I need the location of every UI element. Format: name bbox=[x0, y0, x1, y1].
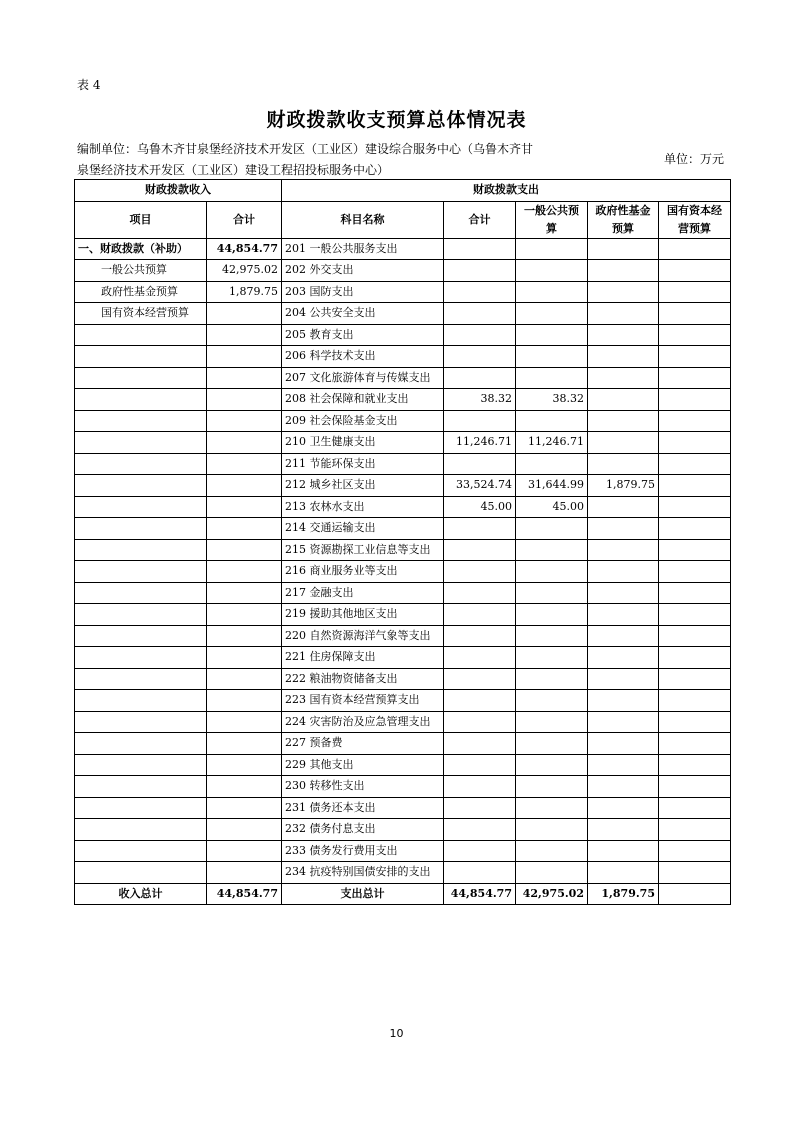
state-capital-cell bbox=[659, 690, 731, 712]
state-capital-cell bbox=[659, 475, 731, 497]
income-item-cell bbox=[75, 668, 207, 690]
table-row bbox=[75, 776, 731, 798]
income-item-cell bbox=[75, 582, 207, 604]
table-row bbox=[75, 389, 731, 411]
general-budget-cell bbox=[516, 711, 588, 733]
income-item-cell bbox=[75, 453, 207, 475]
state-capital-cell bbox=[659, 281, 731, 303]
table-row bbox=[75, 647, 731, 669]
expense-total-cell bbox=[444, 862, 516, 884]
income-amount-cell bbox=[207, 754, 282, 776]
state-capital-cell bbox=[659, 303, 731, 325]
expense-total-cell bbox=[444, 690, 516, 712]
subject-name-cell: 232 债务付息支出 bbox=[282, 819, 444, 841]
subject-name-cell: 224 灾害防治及应急管理支出 bbox=[282, 711, 444, 733]
income-item-cell: 政府性基金预算 bbox=[75, 281, 207, 303]
subject-name-cell: 212 城乡社区支出 bbox=[282, 475, 444, 497]
income-item-cell bbox=[75, 432, 207, 454]
expense-total-cell: 45.00 bbox=[444, 496, 516, 518]
income-amount-cell: 42,975.02 bbox=[207, 260, 282, 282]
table-row bbox=[75, 539, 731, 561]
fund-budget-cell bbox=[588, 840, 659, 862]
expense-total-cell bbox=[444, 324, 516, 346]
fund-budget-cell bbox=[588, 647, 659, 669]
state-capital-cell bbox=[659, 324, 731, 346]
fund-budget-cell bbox=[588, 260, 659, 282]
expense-total-cell bbox=[444, 518, 516, 540]
fund-budget-cell bbox=[588, 776, 659, 798]
table-row bbox=[75, 819, 731, 841]
income-amount-cell bbox=[207, 776, 282, 798]
expense-total-cell bbox=[444, 647, 516, 669]
income-item-cell bbox=[75, 776, 207, 798]
expense-total-cell bbox=[444, 281, 516, 303]
subject-name-cell: 202 外交支出 bbox=[282, 260, 444, 282]
income-item-cell bbox=[75, 797, 207, 819]
subject-name-cell: 215 资源勘探工业信息等支出 bbox=[282, 539, 444, 561]
general-budget-total: 42,975.02 bbox=[516, 883, 588, 905]
subject-name-cell: 230 转移性支出 bbox=[282, 776, 444, 798]
fund-budget-cell bbox=[588, 862, 659, 884]
general-budget-cell bbox=[516, 797, 588, 819]
expense-total-value: 44,854.77 bbox=[444, 883, 516, 905]
fund-budget-total: 1,879.75 bbox=[588, 883, 659, 905]
income-amount-cell bbox=[207, 819, 282, 841]
income-amount-cell bbox=[207, 797, 282, 819]
expense-total-cell bbox=[444, 819, 516, 841]
income-amount-cell bbox=[207, 346, 282, 368]
expense-total-cell bbox=[444, 367, 516, 389]
general-budget-cell bbox=[516, 776, 588, 798]
table-row bbox=[75, 754, 731, 776]
fund-budget-cell bbox=[588, 625, 659, 647]
subject-name-cell: 209 社会保险基金支出 bbox=[282, 410, 444, 432]
expense-total-cell bbox=[444, 260, 516, 282]
table-row bbox=[75, 496, 731, 518]
income-item-cell bbox=[75, 561, 207, 583]
subject-name-cell: 211 节能环保支出 bbox=[282, 453, 444, 475]
income-amount-cell bbox=[207, 324, 282, 346]
general-budget-cell: 38.32 bbox=[516, 389, 588, 411]
state-capital-cell bbox=[659, 668, 731, 690]
item-header: 项目 bbox=[75, 201, 207, 238]
income-item-cell bbox=[75, 389, 207, 411]
table-row bbox=[75, 303, 731, 325]
table-row bbox=[75, 711, 731, 733]
expense-total-cell bbox=[444, 539, 516, 561]
income-amount-cell bbox=[207, 668, 282, 690]
income-amount-cell bbox=[207, 453, 282, 475]
state-capital-cell bbox=[659, 776, 731, 798]
income-amount-cell bbox=[207, 604, 282, 626]
state-capital-cell bbox=[659, 604, 731, 626]
income-amount-cell bbox=[207, 733, 282, 755]
table-row bbox=[75, 432, 731, 454]
fund-budget-cell bbox=[588, 238, 659, 260]
income-item-cell bbox=[75, 690, 207, 712]
subject-name-cell: 204 公共安全支出 bbox=[282, 303, 444, 325]
expense-total-cell bbox=[444, 604, 516, 626]
income-amount-cell bbox=[207, 711, 282, 733]
subject-name-cell: 214 交通运输支出 bbox=[282, 518, 444, 540]
fund-budget-cell bbox=[588, 797, 659, 819]
expense-total-cell: 11,246.71 bbox=[444, 432, 516, 454]
fund-budget-cell bbox=[588, 539, 659, 561]
state-capital-cell bbox=[659, 238, 731, 260]
income-amount-cell bbox=[207, 582, 282, 604]
state-capital-cell bbox=[659, 840, 731, 862]
fund-budget-cell bbox=[588, 410, 659, 432]
table-number: 表 4 bbox=[77, 78, 101, 92]
expense-total-cell bbox=[444, 754, 516, 776]
income-item-cell bbox=[75, 410, 207, 432]
expense-total-cell bbox=[444, 668, 516, 690]
income-item-cell bbox=[75, 496, 207, 518]
income-amount-cell bbox=[207, 647, 282, 669]
general-budget-cell bbox=[516, 733, 588, 755]
expense-total-cell bbox=[444, 582, 516, 604]
general-budget-cell bbox=[516, 582, 588, 604]
table-row bbox=[75, 582, 731, 604]
expense-header: 财政拨款支出 bbox=[282, 180, 731, 202]
fund-budget-cell bbox=[588, 346, 659, 368]
subject-name-cell: 231 债务还本支出 bbox=[282, 797, 444, 819]
general-budget-cell bbox=[516, 668, 588, 690]
fund-budget-cell bbox=[588, 733, 659, 755]
fund-budget-cell bbox=[588, 561, 659, 583]
income-amount-cell bbox=[207, 840, 282, 862]
state-capital-cell bbox=[659, 410, 731, 432]
state-capital-cell bbox=[659, 453, 731, 475]
general-budget-cell bbox=[516, 819, 588, 841]
expense-total-cell bbox=[444, 303, 516, 325]
general-budget-cell: 11,246.71 bbox=[516, 432, 588, 454]
table-row bbox=[75, 668, 731, 690]
subject-name-cell: 201 一般公共服务支出 bbox=[282, 238, 444, 260]
amount-header: 合计 bbox=[207, 201, 282, 238]
state-capital-cell bbox=[659, 367, 731, 389]
table-row bbox=[75, 238, 731, 260]
income-item-cell bbox=[75, 733, 207, 755]
income-item-cell bbox=[75, 346, 207, 368]
state-capital-cell bbox=[659, 647, 731, 669]
table-row bbox=[75, 561, 731, 583]
table-row bbox=[75, 840, 731, 862]
table-row bbox=[75, 346, 731, 368]
state-capital-cell bbox=[659, 539, 731, 561]
income-item-cell: 一般公共预算 bbox=[75, 260, 207, 282]
budget-table bbox=[74, 179, 731, 905]
income-item-cell: 国有资本经营预算 bbox=[75, 303, 207, 325]
fund-budget-cell bbox=[588, 496, 659, 518]
table-row bbox=[75, 260, 731, 282]
general-budget-cell: 45.00 bbox=[516, 496, 588, 518]
fund-budget-cell bbox=[588, 367, 659, 389]
state-capital-cell bbox=[659, 518, 731, 540]
income-amount-cell bbox=[207, 410, 282, 432]
subject-name-cell: 220 自然资源海洋气象等支出 bbox=[282, 625, 444, 647]
general-budget-cell bbox=[516, 518, 588, 540]
state-capital-cell bbox=[659, 561, 731, 583]
table-row bbox=[75, 625, 731, 647]
table-row bbox=[75, 862, 731, 884]
general-budget-cell bbox=[516, 324, 588, 346]
income-item-cell bbox=[75, 518, 207, 540]
subject-name-cell: 222 粮油物资储备支出 bbox=[282, 668, 444, 690]
subject-name-cell: 206 科学技术支出 bbox=[282, 346, 444, 368]
subject-name-cell: 213 农林水支出 bbox=[282, 496, 444, 518]
subject-name-cell: 229 其他支出 bbox=[282, 754, 444, 776]
general-budget-cell bbox=[516, 346, 588, 368]
general-budget-cell bbox=[516, 862, 588, 884]
general-budget-cell bbox=[516, 647, 588, 669]
income-item-cell bbox=[75, 625, 207, 647]
expense-total-cell bbox=[444, 840, 516, 862]
income-amount-cell bbox=[207, 496, 282, 518]
general-budget-cell bbox=[516, 539, 588, 561]
income-item-cell bbox=[75, 367, 207, 389]
fund-budget-cell bbox=[588, 711, 659, 733]
income-amount-cell bbox=[207, 518, 282, 540]
fund-budget-cell bbox=[588, 453, 659, 475]
state-capital-cell bbox=[659, 496, 731, 518]
income-amount-cell bbox=[207, 862, 282, 884]
table-row bbox=[75, 733, 731, 755]
income-amount-cell bbox=[207, 432, 282, 454]
income-header: 财政拨款收入 bbox=[75, 180, 282, 202]
general-budget-cell: 31,644.99 bbox=[516, 475, 588, 497]
state-capital-cell bbox=[659, 389, 731, 411]
table-row bbox=[75, 690, 731, 712]
subject-name-cell: 233 债务发行费用支出 bbox=[282, 840, 444, 862]
table-row bbox=[75, 518, 731, 540]
expense-total-cell bbox=[444, 733, 516, 755]
fund-budget-cell bbox=[588, 754, 659, 776]
table-row bbox=[75, 281, 731, 303]
fund-budget-cell bbox=[588, 582, 659, 604]
subject-name-cell: 234 抗疫特别国债安排的支出 bbox=[282, 862, 444, 884]
table-row bbox=[75, 453, 731, 475]
fund-budget-cell bbox=[588, 324, 659, 346]
subject-name-cell: 208 社会保障和就业支出 bbox=[282, 389, 444, 411]
subject-name-cell: 207 文化旅游体育与传媒支出 bbox=[282, 367, 444, 389]
income-amount-cell bbox=[207, 367, 282, 389]
fund-budget-cell bbox=[588, 518, 659, 540]
page-number: 10 bbox=[389, 1027, 404, 1040]
expense-total-cell bbox=[444, 561, 516, 583]
general-budget-cell bbox=[516, 453, 588, 475]
state-capital-total bbox=[659, 883, 731, 905]
general-budget-cell bbox=[516, 754, 588, 776]
expense-total-cell: 33,524.74 bbox=[444, 475, 516, 497]
expense-total-cell bbox=[444, 238, 516, 260]
table-row bbox=[75, 604, 731, 626]
income-item-cell bbox=[75, 819, 207, 841]
expense-total-cell bbox=[444, 776, 516, 798]
income-amount-cell: 44,854.77 bbox=[207, 238, 282, 260]
fund-budget-header: 政府性基金预算 bbox=[588, 201, 659, 238]
expense-total-cell bbox=[444, 625, 516, 647]
expense-total-cell bbox=[444, 453, 516, 475]
expense-total-label: 支出总计 bbox=[282, 883, 444, 905]
general-budget-cell bbox=[516, 281, 588, 303]
fund-budget-cell bbox=[588, 303, 659, 325]
state-capital-cell bbox=[659, 862, 731, 884]
state-capital-cell bbox=[659, 432, 731, 454]
subject-name-cell: 223 国有资本经营预算支出 bbox=[282, 690, 444, 712]
state-capital-header: 国有资本经营预算 bbox=[659, 201, 731, 238]
fund-budget-cell bbox=[588, 819, 659, 841]
state-capital-cell bbox=[659, 582, 731, 604]
income-item-cell bbox=[75, 711, 207, 733]
subject-name-cell: 227 预备费 bbox=[282, 733, 444, 755]
income-total-label: 收入总计 bbox=[75, 883, 207, 905]
subject-name-cell: 219 援助其他地区支出 bbox=[282, 604, 444, 626]
expense-total-cell bbox=[444, 346, 516, 368]
fund-budget-cell: 1,879.75 bbox=[588, 475, 659, 497]
general-budget-cell bbox=[516, 604, 588, 626]
fund-budget-cell bbox=[588, 668, 659, 690]
subject-name-cell: 210 卫生健康支出 bbox=[282, 432, 444, 454]
general-budget-cell bbox=[516, 367, 588, 389]
header-row-columns bbox=[75, 201, 731, 238]
table-row bbox=[75, 367, 731, 389]
income-item-cell bbox=[75, 604, 207, 626]
fund-budget-cell bbox=[588, 432, 659, 454]
header-row-groups bbox=[75, 180, 731, 202]
income-amount-cell: 1,879.75 bbox=[207, 281, 282, 303]
state-capital-cell bbox=[659, 733, 731, 755]
table-row bbox=[75, 324, 731, 346]
state-capital-cell bbox=[659, 260, 731, 282]
income-item-cell bbox=[75, 862, 207, 884]
state-capital-cell bbox=[659, 711, 731, 733]
expense-total-cell: 38.32 bbox=[444, 389, 516, 411]
fund-budget-cell bbox=[588, 604, 659, 626]
income-amount-cell bbox=[207, 561, 282, 583]
income-item-cell bbox=[75, 475, 207, 497]
subject-name-cell: 216 商业服务业等支出 bbox=[282, 561, 444, 583]
expense-total-cell bbox=[444, 711, 516, 733]
general-budget-cell bbox=[516, 625, 588, 647]
income-item-cell: 一、财政拨款（补助） bbox=[75, 238, 207, 260]
income-item-cell bbox=[75, 324, 207, 346]
subject-name-cell: 203 国防支出 bbox=[282, 281, 444, 303]
general-budget-cell bbox=[516, 561, 588, 583]
subject-header: 科目名称 bbox=[282, 201, 444, 238]
table-row bbox=[75, 475, 731, 497]
state-capital-cell bbox=[659, 797, 731, 819]
compiling-unit: 编制单位：乌鲁木齐甘泉堡经济技术开发区（工业区）建设综合服务中心（乌鲁木齐甘泉堡经济技术开发区（工业区）建设工程招投标服务中心） bbox=[77, 142, 534, 177]
income-item-cell bbox=[75, 754, 207, 776]
page-title: 财政拨款收支预算总体情况表 bbox=[266, 109, 527, 131]
income-total-value: 44,854.77 bbox=[207, 883, 282, 905]
subject-name-cell: 217 金融支出 bbox=[282, 582, 444, 604]
general-budget-cell bbox=[516, 410, 588, 432]
fund-budget-cell bbox=[588, 690, 659, 712]
income-amount-cell bbox=[207, 539, 282, 561]
income-amount-cell bbox=[207, 690, 282, 712]
income-item-cell bbox=[75, 647, 207, 669]
state-capital-cell bbox=[659, 625, 731, 647]
subject-name-cell: 205 教育支出 bbox=[282, 324, 444, 346]
income-item-cell bbox=[75, 539, 207, 561]
table-row bbox=[75, 797, 731, 819]
currency-unit: 单位：万元 bbox=[664, 152, 725, 166]
totals-row bbox=[75, 883, 731, 905]
income-item-cell bbox=[75, 840, 207, 862]
subject-name-cell: 221 住房保障支出 bbox=[282, 647, 444, 669]
fund-budget-cell bbox=[588, 281, 659, 303]
general-budget-cell bbox=[516, 840, 588, 862]
table-row bbox=[75, 410, 731, 432]
fund-budget-cell bbox=[588, 389, 659, 411]
general-budget-cell bbox=[516, 690, 588, 712]
income-amount-cell bbox=[207, 625, 282, 647]
state-capital-cell bbox=[659, 754, 731, 776]
income-amount-cell bbox=[207, 389, 282, 411]
general-budget-cell bbox=[516, 260, 588, 282]
general-budget-cell bbox=[516, 303, 588, 325]
expense-total-cell bbox=[444, 410, 516, 432]
expense-total-cell bbox=[444, 797, 516, 819]
state-capital-cell bbox=[659, 819, 731, 841]
general-budget-cell bbox=[516, 238, 588, 260]
income-amount-cell bbox=[207, 475, 282, 497]
income-amount-cell bbox=[207, 303, 282, 325]
state-capital-cell bbox=[659, 346, 731, 368]
general-budget-header: 一般公共预算 bbox=[516, 201, 588, 238]
exp-total-header: 合计 bbox=[444, 201, 516, 238]
